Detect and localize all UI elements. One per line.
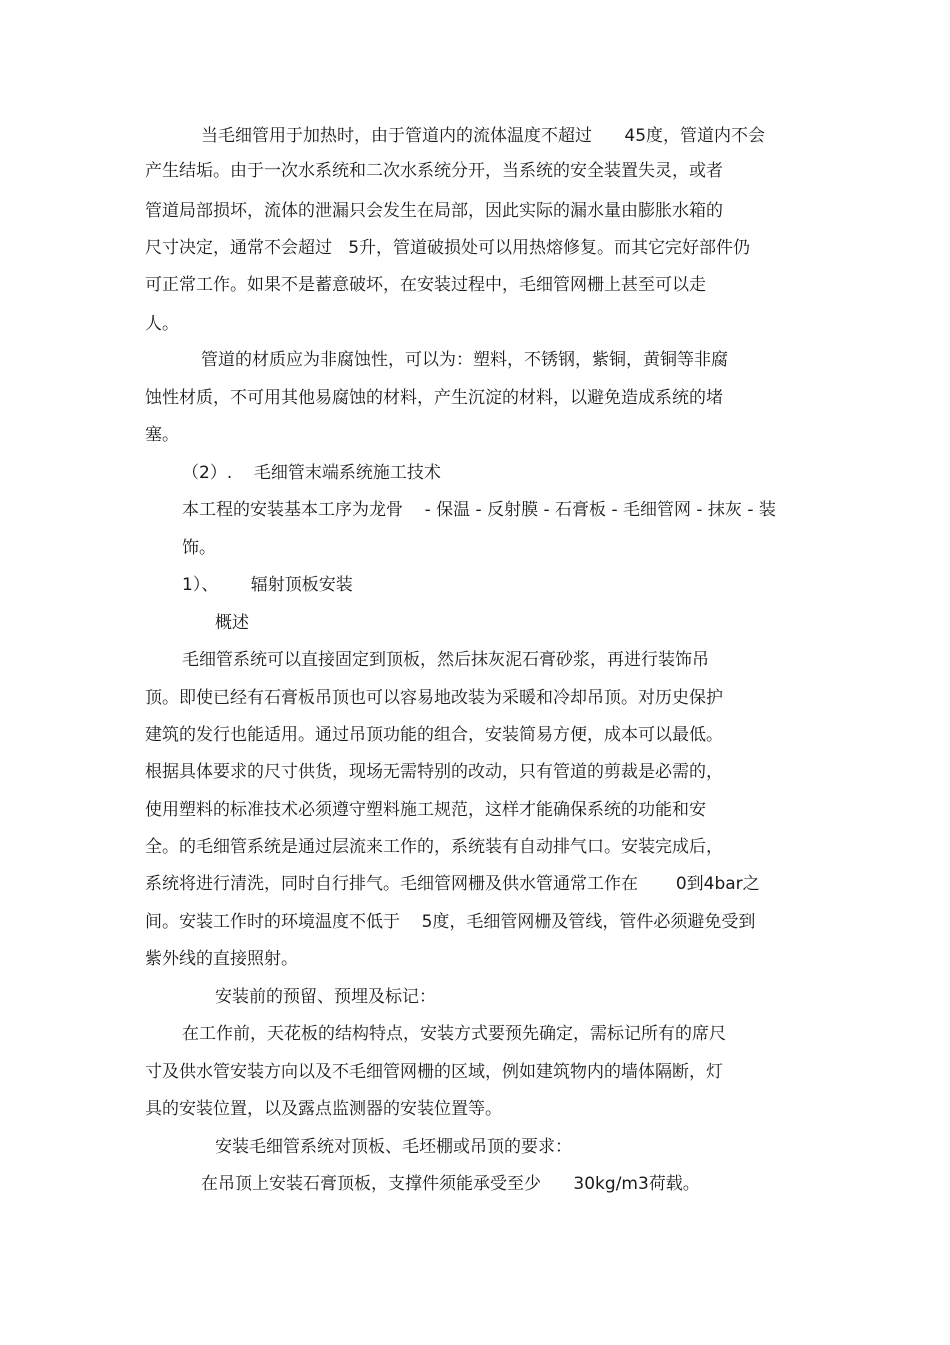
text-line: 毛细管系统可以直接固定到顶板，然后抹灰泥石膏砂浆，再进行装饰吊 (182, 650, 709, 670)
text-line: 人。 (145, 314, 179, 334)
text-line: 全。的毛细管系统是通过层流来工作的，系统装有自动排气口。安装完成后， (145, 837, 723, 857)
subsection-heading: 概述 (215, 613, 249, 633)
text-line: 本工程的安装基本工序为龙骨 - 保温 - 反射膜 - 石膏板 - 毛细管网 - 抹灰 - 装 (182, 500, 776, 520)
text-line: 在工作前，天花板的结构特点，安装方式要预先确定，需标记所有的席尺 (182, 1024, 726, 1044)
text-line: 间。安装工作时的环境温度不低于 5度，毛细管网栅及管线，管件必须避免受到 (145, 912, 756, 932)
text-line: 具的安装位置，以及露点监测器的安装位置等。 (145, 1099, 502, 1119)
section-heading: 1）、 辐射顶板安装 (182, 575, 353, 595)
text-line: 寸及供水管安装方向以及不毛细管网栅的区域，例如建筑物内的墙体隔断，灯 (145, 1062, 723, 1082)
text-line: 管道的材质应为非腐蚀性，可以为：塑料，不锈钢，紫铜，黄铜等非腐 (201, 350, 728, 370)
subsection-heading: 安装毛细管系统对顶板、毛坯棚或吊顶的要求： (215, 1137, 572, 1157)
text-line: 根据具体要求的尺寸供货，现场无需特别的改动，只有管道的剪裁是必需的， (145, 762, 723, 782)
text-line: 饰。 (182, 538, 216, 558)
text-line: 使用塑料的标准技术必须遵守塑料施工规范，这样才能确保系统的功能和安 (145, 800, 706, 820)
text-line: 产生结垢。由于一次水系统和二次水系统分开，当系统的安全装置失灵，或者 (145, 161, 723, 181)
text-line: 可正常工作。如果不是蓄意破坏，在安装过程中，毛细管网栅上甚至可以走 (145, 275, 706, 295)
section-heading: （2）. 毛细管末端系统施工技术 (182, 463, 441, 483)
text-line: 当毛细管用于加热时，由于管道内的流体温度不超过 45度，管道内不会 (201, 126, 766, 146)
text-line: 在吊顶上安装石膏顶板，支撑件须能承受至少 30kg/m3荷载。 (201, 1174, 700, 1194)
subsection-heading: 安装前的预留、预埋及标记： (215, 987, 436, 1007)
text-line: 建筑的发行也能适用。通过吊顶功能的组合，安装简易方便，成本可以最低。 (145, 725, 723, 745)
text-line: 顶。即使已经有石膏板吊顶也可以容易地改装为采暖和冷却吊顶。对历史保护 (145, 688, 723, 708)
text-line: 管道局部损坏，流体的泄漏只会发生在局部，因此实际的漏水量由膨胀水箱的 (145, 201, 723, 221)
text-line: 塞。 (145, 425, 179, 445)
text-line: 蚀性材质，不可用其他易腐蚀的材料，产生沉淀的材料，以避免造成系统的堵 (145, 388, 723, 408)
text-line: 系统将进行清洗，同时自行排气。毛细管网栅及供水管通常工作在 0到4bar之 (145, 874, 760, 894)
text-line: 尺寸决定，通常不会超过 5升，管道破损处可以用热熔修复。而其它完好部件仍 (145, 238, 751, 258)
text-line: 紫外线的直接照射。 (145, 949, 298, 969)
